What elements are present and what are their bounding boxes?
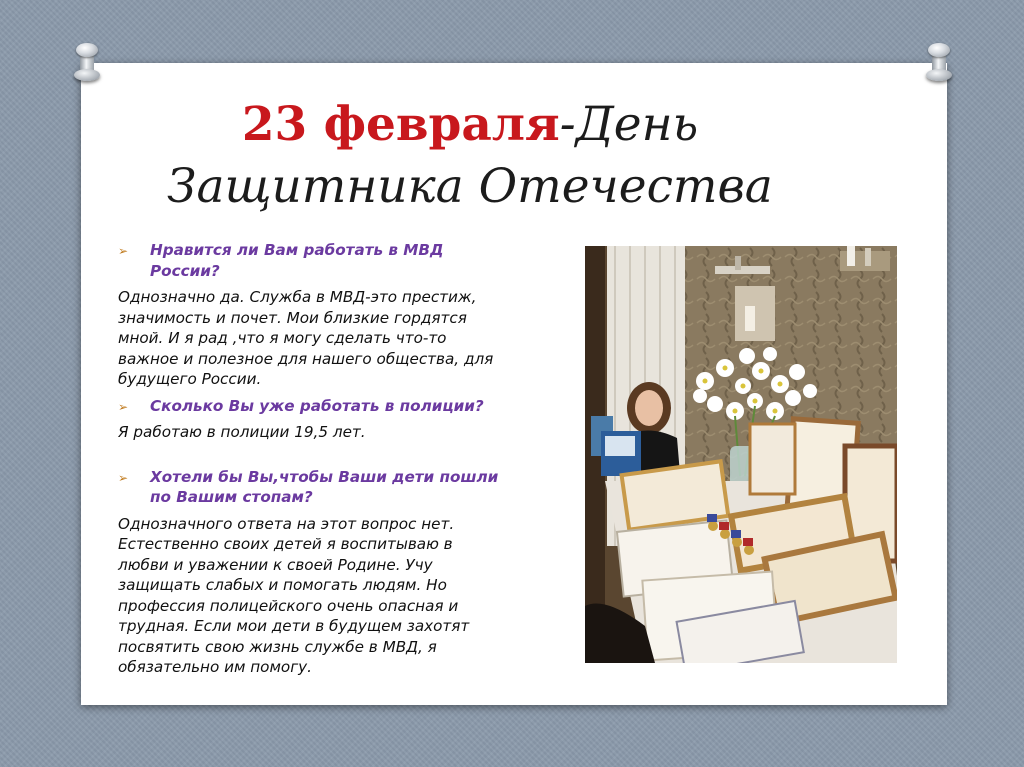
photo-girl-with-awards [585,246,897,663]
title-line2: Защитника Отечества [167,159,773,214]
title-day: -День [559,97,699,152]
arrow-bullet-icon: ➢ [118,244,129,258]
arrow-bullet-icon: ➢ [118,470,129,485]
question-item [118,240,503,281]
answer-text: Однозначно да. Служба в МВД-это престиж, значимость и почет. Мои близкие гордятся мной. И я рад ,что я могу сделать что-то важное и полезное для нашего общества, для будущего России. [118,288,494,388]
answer-text: Я работаю в полиции 19,5 лет. [118,423,366,441]
photo-illustration [585,246,897,663]
question-text: Хотели бы Вы,чтобы Ваши дети пошли по Вашим стопам? [150,467,499,506]
answer-text: Однозначного ответа на этот вопрос нет. Естественно своих детей я воспитываю в любви и уважении к своей Родине. Учу защищать слабых и помогать людям. Но профессия полицейского очень опасная и трудная. Если мои дети в будущем захотят посвятить свою жизнь службе в МВД, я обязательно им помогу. [118,514,470,676]
pushpin-icon [926,43,952,81]
slide-title [110,94,830,218]
title-date: 23 февраля [241,97,560,152]
question-item [118,467,503,508]
interview-text [118,240,503,684]
arrow-bullet-icon: ➢ [118,399,129,414]
question-text: Нравится ли Вам работать в МВД России? [150,241,444,280]
pushpin-icon [74,43,100,81]
question-item [118,396,503,417]
question-text: Сколько Вы уже работать в полиции? [150,396,484,415]
